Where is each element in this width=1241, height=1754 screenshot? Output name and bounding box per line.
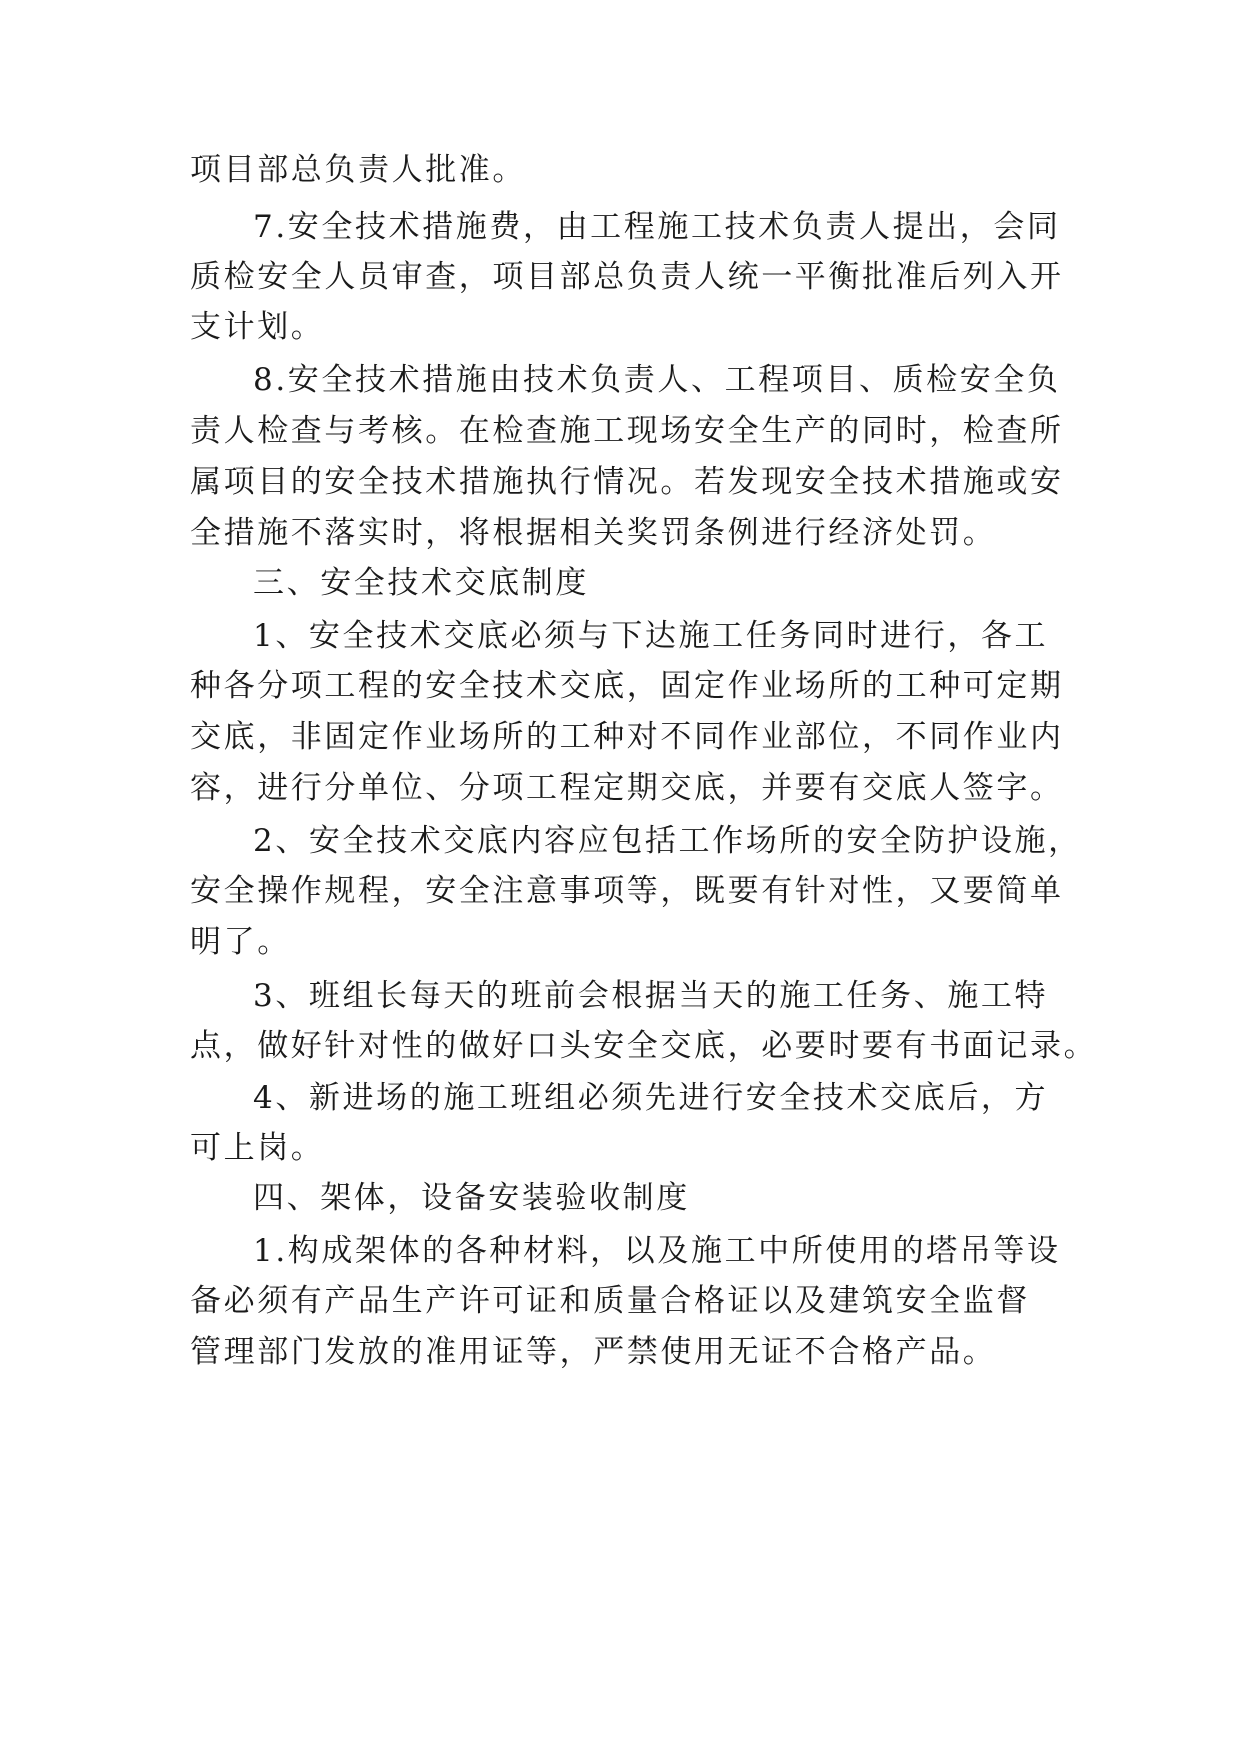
text-line: 备必须有产品生产许可证和质量合格证以及建筑安全监督 <box>190 1283 1030 1319</box>
text-line: 安全操作规程，安全注意事项等，既要有针对性，又要简单 <box>190 873 1064 909</box>
text-line: 管理部门发放的准用证等，严禁使用无证不合格产品。 <box>190 1334 997 1370</box>
text-line: 种各分项工程的安全技术交底，固定作业场所的工种可定期 <box>190 668 1064 704</box>
text-line: 责人检查与考核。在检查施工现场安全生产的同时，检查所 <box>190 413 1064 449</box>
text-line: 1、安全技术交底必须与下达施工任务同时进行，各工 <box>253 618 1049 654</box>
text-line: 项目部总负责人批准。 <box>190 152 526 188</box>
section-heading: 三、安全技术交底制度 <box>253 565 589 601</box>
text-line: 1.构成架体的各种材料，以及施工中所使用的塔吊等设 <box>253 1233 1061 1269</box>
text-line: 交底，非固定作业场所的工种对不同作业部位，不同作业内 <box>190 719 1064 755</box>
text-line: 点，做好针对性的做好口头安全交底，必要时要有书面记录。 <box>190 1028 1098 1064</box>
text-line: 8.安全技术措施由技术负责人、工程项目、质检安全负 <box>253 362 1061 398</box>
section-heading: 四、架体，设备安装验收制度 <box>253 1180 690 1216</box>
text-line: 7.安全技术措施费，由工程施工技术负责人提出，会同 <box>253 209 1061 245</box>
text-line: 属项目的安全技术措施执行情况。若发现安全技术措施或安 <box>190 464 1064 500</box>
text-line: 2、安全技术交底内容应包括工作场所的安全防护设施， <box>253 823 1082 859</box>
text-line: 容，进行分单位、分项工程定期交底，并要有交底人签字。 <box>190 770 1064 806</box>
text-line: 3、班组长每天的班前会根据当天的施工任务、施工特 <box>253 978 1049 1014</box>
text-line: 支计划。 <box>190 309 325 345</box>
text-line: 全措施不落实时，将根据相关奖罚条例进行经济处罚。 <box>190 515 997 551</box>
text-line: 明了。 <box>190 924 291 960</box>
text-line: 4、新进场的施工班组必须先进行安全技术交底后，方 <box>253 1080 1049 1116</box>
text-line: 质检安全人员审查，项目部总负责人统一平衡批准后列入开 <box>190 259 1064 295</box>
text-line: 可上岗。 <box>190 1130 325 1166</box>
